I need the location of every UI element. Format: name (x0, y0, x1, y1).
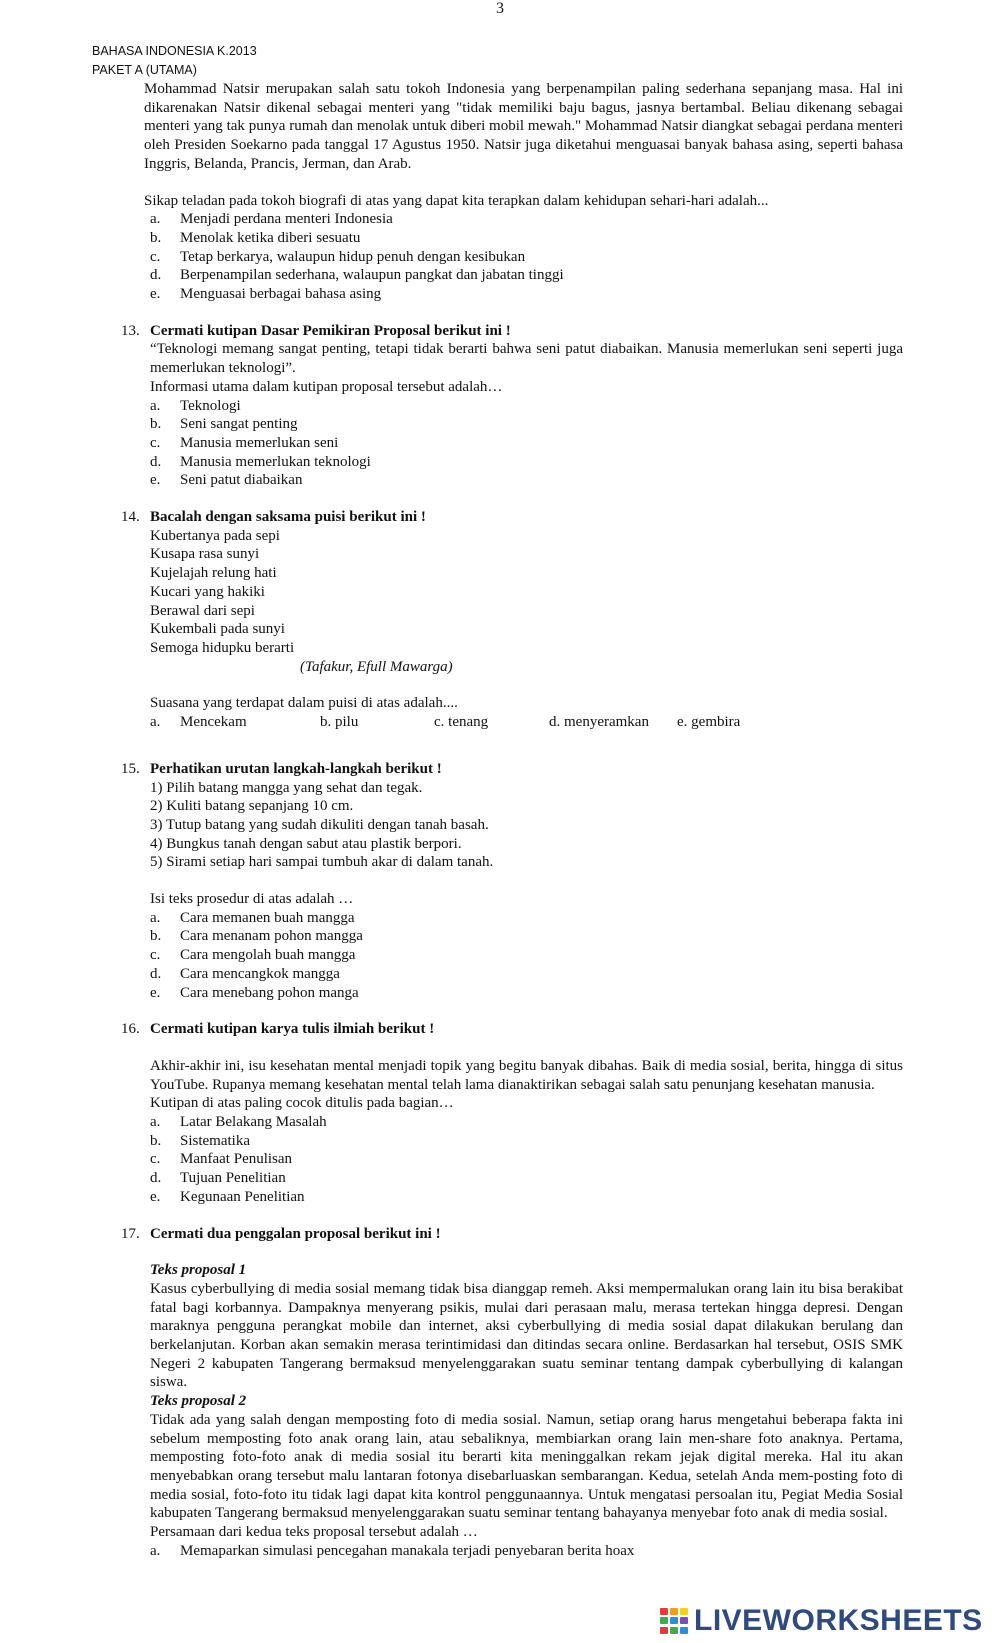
option-item[interactable]: c. tenang (434, 714, 489, 731)
option-item[interactable]: c. Tetap berkarya, walaupun hidup penuh dengan kesibukan (150, 248, 526, 265)
question-number: 13. (121, 322, 140, 339)
question-14 (0, 508, 1000, 732)
procedure-step: 2) Kuliti batang sepanjang 10 cm. (150, 798, 354, 815)
procedure-step: 3) Tutup batang yang sudah dikuliti dengan tanah basah. (150, 816, 489, 833)
question-number: 16. (121, 1021, 140, 1038)
logo-square (660, 1608, 668, 1615)
option-item[interactable]: b. pilu (320, 714, 359, 731)
poem-line: Kubertanya pada sepi (150, 527, 280, 544)
option-item[interactable]: e. Seni patut diabaikan (150, 472, 303, 489)
option-item[interactable]: e. Kegunaan Penelitian (150, 1188, 305, 1205)
question-title: Cermati dua penggalan proposal berikut ini ! (150, 1225, 441, 1242)
question-title: Perhatikan urutan langkah-langkah berikut ! (150, 760, 442, 777)
poem-line: Kusapa rasa sunyi (150, 546, 260, 563)
scientific-passage: Akhir-akhir ini, isu kesehatan mental menjadi topik yang begitu banyak dibahas. Baik di media sosial, berita, hingga di situs YouTube. Rupanya memang kesehatan mental telah lama dianaktirikan sebagai salah satu penunjang kesehatan manusia. (150, 1057, 903, 1093)
question-17 (0, 1225, 1000, 1561)
question-16 (0, 1020, 1000, 1206)
logo-square (680, 1608, 688, 1615)
logo-square (670, 1608, 678, 1615)
option-item[interactable]: a. Menjadi perdana menteri Indonesia (150, 211, 393, 228)
proposal-quote: “Teknologi memang sangat penting, tetapi tidak berarti bahwa seni patut diabaikan. Manusia memerlukan seni seperti juga memerlukan teknologi”. (150, 341, 903, 377)
q12-options (0, 210, 1000, 304)
logo-square (680, 1617, 688, 1624)
question-number: 14. (121, 509, 140, 526)
question-number: 15. (121, 760, 140, 777)
poem-line: Semoga hidupku berarti (150, 639, 295, 656)
procedure-step: 4) Bungkus tanah dengan sabut atau plastik berpori. (150, 835, 462, 852)
procedure-step: 1) Pilih batang mangga yang sehat dan tegak. (150, 779, 423, 796)
proposal-2-text: Tidak ada yang salah dengan memposting foto di media sosial. Namun, setiap orang harus mengetahui beberapa fakta ini sebelum memposting foto anak orang lain, atau sebaliknya, membiarkan orang lain men-share foto anaknya. Pertama, memposting foto-foto anak di media sosial itu berarti kita meninggalkan rekam jejak digital mereka. Hal itu akan menyebabkan orang tersebut malu lantaran fotonya disebarluaskan sembarangan. Kedua, setelah Anda mem-posting foto di media sosial, foto-foto itu tidak lagi dapat kita kontrol penggunaannya. Untuk mengatasi persoalan itu, Pegiat Media Sosial kabupaten Tangerang bermaksud menyelenggarakan suatu seminar tentang bahayanya menyebar foto anak di media sosial. (150, 1411, 903, 1522)
question-title: Bacalah dengan saksama puisi berikut ini ! (150, 509, 426, 526)
option-item[interactable]: a. Cara memanen buah mangga (150, 909, 355, 926)
question-text: Persamaan dari kedua teks proposal tersebut adalah … (150, 1524, 478, 1541)
option-item[interactable]: d. Berpenampilan sederhana, walaupun pangkat dan jabatan tinggi (150, 267, 564, 284)
inline-options (150, 713, 1000, 732)
proposal-1-text: Kasus cyberbullying di media sosial memang tidak bisa dianggap remeh. Aksi mempermalukan orang lain itu bisa berakibat fatal bagi korbannya. Dampaknya menyerang psikis, mulai dari perasaan malu, merasa tertekan hingga depresi. Dengan maraknya pengguna perangkat mobile dan internet, aksi cyberbullying di media sosial dapat dilakukan berulang dan berkelanjutan. Korban akan semakin merasa terintimidasi dan ditindas secara online. Berdasarkan hal tersebut, OSIS SMK Negeri 2 kabupaten Tangerang bermaksud menyelenggarakan suatu seminar tentang dampak cyberbullying di kalangan siswa. (150, 1280, 903, 1391)
biography-passage: Mohammad Natsir merupakan salah satu tokoh Indonesia yang berpenampilan paling sederhana sepanjang masa. Hal ini dikarenakan Natsir dikenal sebagai menteri yang "tidak memiliki baju bagus, jasnya bertambal. Beliau dikenang sebagai menteri yang tak punya rumah dan menolak untuk diberi mobil mewah." Mohammad Natsir diangkat sebagai perdana menteri oleh Presiden Soekarno pada tanggal 17 Agustus 1950. Natsir juga diketahui menguasai banyak bahasa asing, seperti bahasa Inggris, Belanda, Prancis, Jerman, dan Arab. (144, 81, 903, 172)
liveworksheets-wordmark: LIVEWORKSHEETS (694, 1604, 983, 1637)
option-item[interactable]: d. Tujuan Penelitian (150, 1170, 286, 1187)
logo-square (680, 1627, 688, 1634)
option-item[interactable]: d. menyeramkan (549, 714, 649, 731)
poem-source: (Tafakur, Efull Mawarga) (300, 658, 453, 675)
question-15 (0, 760, 1000, 1002)
logo-square (660, 1617, 668, 1624)
poem-line: Berawal dari sepi (150, 602, 255, 619)
proposal-1-title: Teks proposal 1 (150, 1262, 247, 1279)
proposal-2-title: Teks proposal 2 (150, 1393, 247, 1410)
option-item[interactable]: e. Cara menebang pohon manga (150, 984, 359, 1001)
header-package: PAKET A (UTAMA) (92, 63, 197, 77)
option-item[interactable]: b. Cara menanam pohon mangga (150, 928, 363, 945)
option-item[interactable]: d. Manusia memerlukan teknologi (150, 453, 371, 470)
option-item[interactable]: d. Cara mencangkok mangga (150, 965, 340, 982)
question-text: Kutipan di atas paling cocok ditulis pada bagian… (150, 1095, 454, 1112)
option-item[interactable]: a. Memaparkan simulasi pencegahan manakala terjadi penyebaran berita hoax (150, 1542, 635, 1559)
header-subject: BAHASA INDONESIA K.2013 (92, 44, 257, 58)
option-item[interactable]: e. gembira (677, 714, 741, 731)
procedure-step: 5) Sirami setiap hari sampai tumbuh akar di dalam tanah. (150, 854, 494, 871)
option-item[interactable]: b. Seni sangat penting (150, 416, 298, 433)
option-item[interactable]: c. Manusia memerlukan seni (150, 434, 339, 451)
option-item[interactable]: c. Cara mengolah buah mangga (150, 947, 356, 964)
option-item[interactable]: a. Latar Belakang Masalah (150, 1114, 327, 1131)
q12-question: Sikap teladan pada tokoh biografi di atas yang dapat kita terapkan dalam kehidupan sehari-hari adalah... (144, 192, 769, 209)
question-text: Informasi utama dalam kutipan proposal tersebut adalah… (150, 378, 503, 395)
option-item[interactable]: e. Menguasai berbagai bahasa asing (150, 286, 382, 303)
logo-square (660, 1627, 668, 1634)
question-title: Cermati kutipan karya tulis ilmiah berikut ! (150, 1021, 435, 1038)
question-number: 17. (121, 1225, 140, 1242)
question-text: Isi teks prosedur di atas adalah … (150, 891, 354, 908)
option-item[interactable]: b. Sistematika (150, 1132, 250, 1149)
question-title: Cermati kutipan Dasar Pemikiran Proposal berikut ini ! (150, 322, 511, 339)
document-body (0, 80, 1000, 1561)
document-header (92, 42, 257, 80)
liveworksheets-icon (660, 1608, 688, 1634)
liveworksheets-logo (660, 1604, 983, 1638)
option-item[interactable]: b. Menolak ketika diberi sesuatu (150, 229, 361, 246)
option-item[interactable]: a. Teknologi (150, 397, 241, 414)
option-item[interactable]: c. Manfaat Penulisan (150, 1151, 293, 1168)
poem-line: Kukembali pada sunyi (150, 621, 285, 638)
page-number: 3 (496, 0, 504, 17)
poem-line: Kujelajah relung hati (150, 565, 277, 582)
logo-square (670, 1627, 678, 1634)
option-letter: a. (150, 714, 161, 731)
question-text: Suasana yang terdapat dalam puisi di atas adalah.... (150, 695, 458, 712)
poem-line: Kucari yang hakiki (150, 583, 265, 600)
question-13 (0, 322, 1000, 490)
logo-square (670, 1617, 678, 1624)
option-item[interactable]: Mencekam (180, 714, 247, 731)
